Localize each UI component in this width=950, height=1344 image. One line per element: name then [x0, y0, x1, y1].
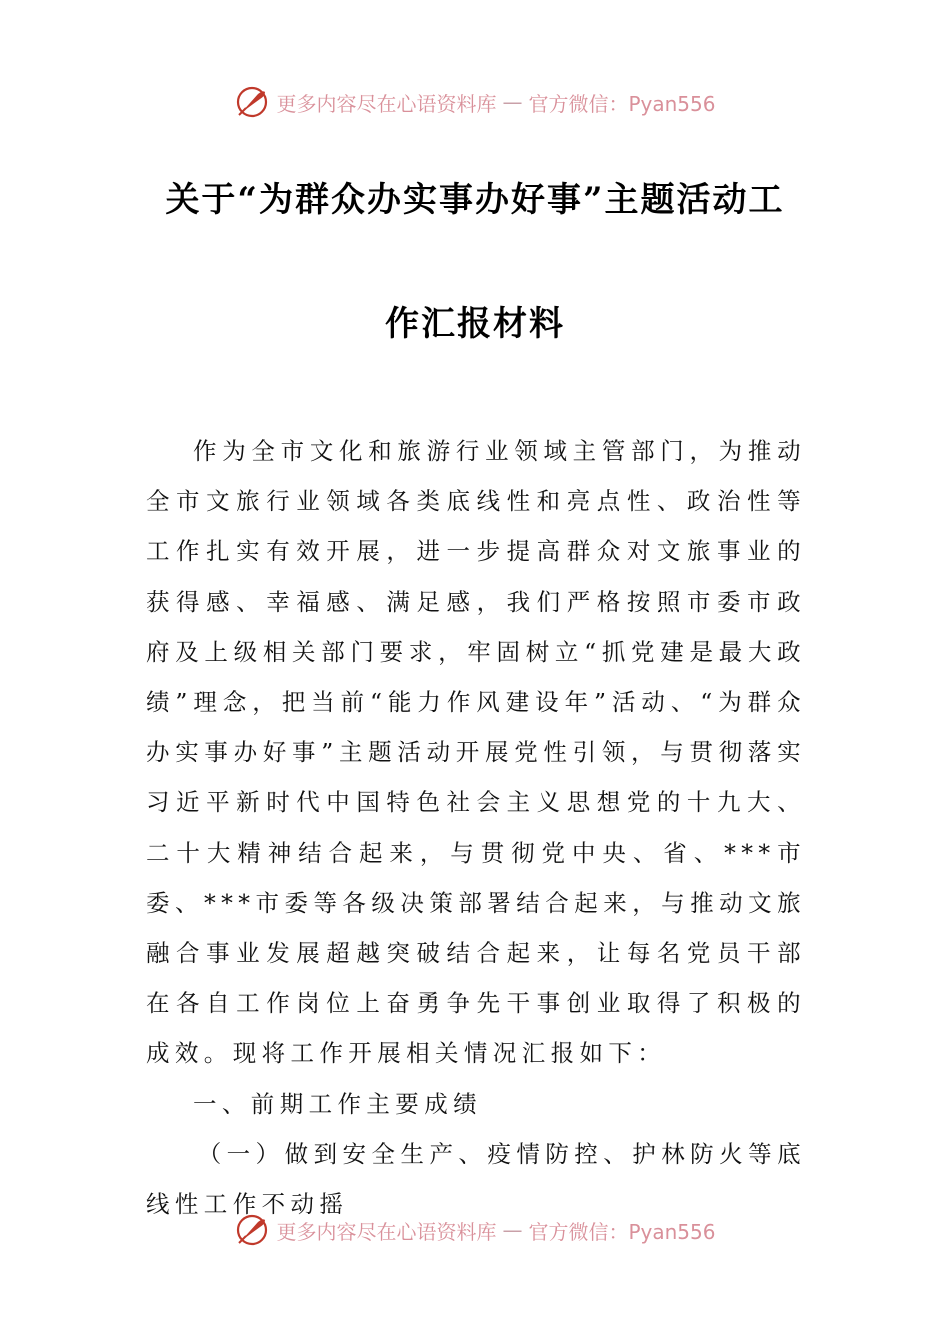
section-heading: 一、前期工作主要成绩 [193, 1089, 482, 1118]
quill-pen-logo-icon [234, 1212, 270, 1248]
watermark-official: 官方微信：Pyan556 [528, 91, 716, 116]
subsection-heading: （一）做到安全生产、疫情防控、护林防火等底线性工作不动摇 [146, 1139, 806, 1219]
document-title-line2: 作汇报材料 [385, 304, 565, 344]
watermark-text: 更多内容尽在心语资料库 [276, 1219, 497, 1244]
body-paragraph: 作为全市文化和旅游行业领域主管部门，为推动全市文旅行业领域各类底线性和亮点性、政治性等工作扎实有效开展，进一步提高群众对文旅事业的获得感、幸福感、满足感，我们严格按照市委市政府及上级相关部门要求，牢固树立“抓党建是最大政绩”理念，把当前“能力作风建设年”活动、“为群众办实事办好事”主题活动开展党性引领，与贯彻落实习近平新时代中国特色社会主义思想党的十九大、二十大精神结合起来，与贯彻党中央、省、***市委、***市委等各级决策部署结合起来，与推动文旅融合事业发展超越突破结合起来，让每名党员干部在各自工作岗位上奋勇争先干事创业取得了积极的成效。现将工作开展相关情况汇报如下： [146, 437, 806, 1068]
document-title-line1: 关于“为群众办实事办好事”主题活动工 [165, 180, 785, 220]
quill-pen-logo-icon [234, 84, 270, 120]
watermark-separator: — [502, 90, 523, 114]
document-body [146, 426, 806, 1229]
watermark-header [0, 82, 950, 122]
watermark-text: 更多内容尽在心语资料库 [276, 91, 497, 116]
watermark-footer [0, 1210, 950, 1250]
watermark-official: 官方微信：Pyan556 [528, 1219, 716, 1244]
watermark-separator: — [502, 1218, 523, 1242]
